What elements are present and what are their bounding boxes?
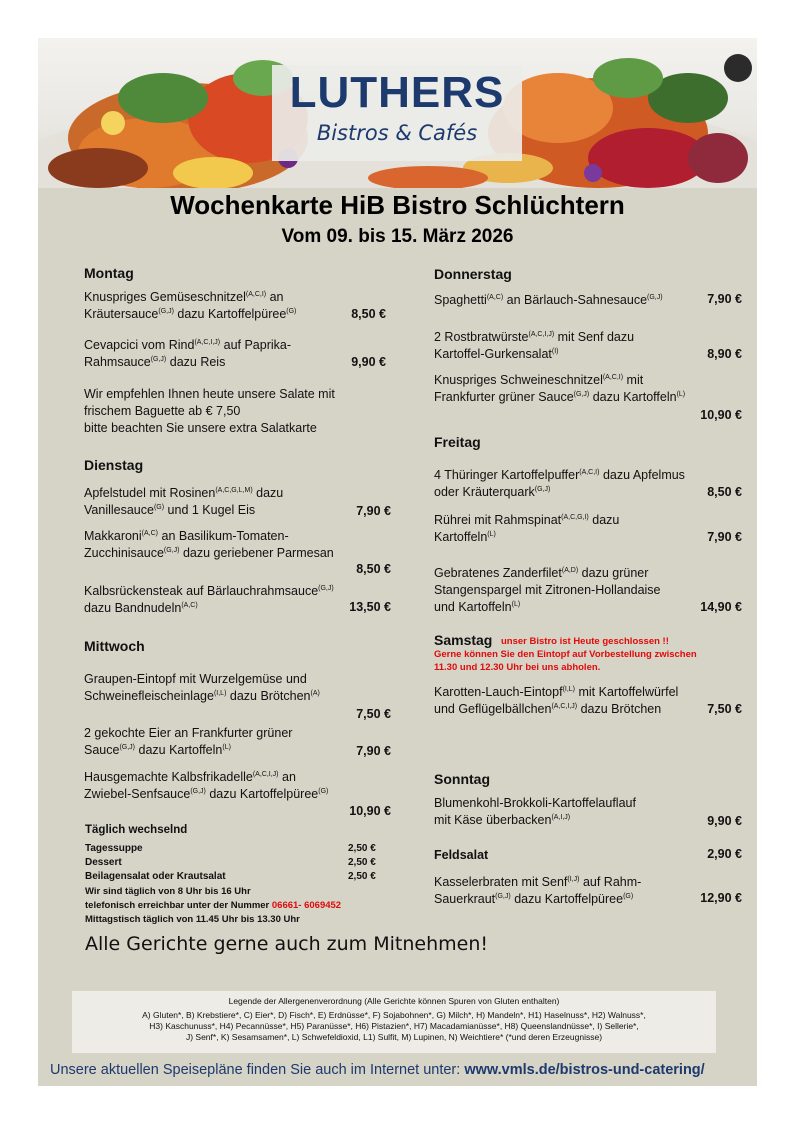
legend-title: Legende der Allergenenverordnung (Alle Gerichte können Spuren von Gluten enthalten): [228, 996, 560, 1006]
footer-text: Unsere aktuellen Speisepläne finden Sie auch im Internet unter:: [50, 1062, 461, 1078]
price: 7,50 €: [356, 707, 391, 721]
lunch-hours: Mittagstisch täglich von 11.45 Uhr bis 13.30 Uhr: [85, 914, 300, 925]
dish-sonntag-2: Feldsalat: [434, 848, 489, 862]
dish-dienstag-1: Apfelstudel mit Rosinen$^{(A,C,G,L,M)}$ dazu Vanillesauce$^{(G)}$ und 1 Kugel Eis: [84, 486, 284, 517]
preorder-notice: Gerne können Sie den Eintopf auf Vorbestellung zwischen: [434, 649, 697, 660]
daily-item-name: Tagessuppe: [85, 843, 143, 854]
date-range: Vom 09. bis 15. März 2026: [281, 226, 514, 247]
dish-freitag-1: 4 Thüringer Kartoffelpuffer$^{(A,C,I)}$ dazu Apfelmus oder Kräuterquark$^{(G,J)}$: [434, 468, 685, 499]
dish-mittwoch-3: Hausgemachte Kalbsfrikadelle$^{(A,C,I,J)}$ an Zwiebel-Senfsauce$^{(G,J)}$ dazu Kartoffelpüree$^{(G)}$: [84, 770, 329, 801]
daily-item-name: Dessert: [85, 857, 122, 868]
takeaway-note: Alle Gerichte gerne auch zum Mitnehmen!: [85, 933, 488, 955]
opening-hours: Wir sind täglich von 8 Uhr bis 16 Uhr: [85, 886, 251, 897]
day-heading-mittwoch: Mittwoch: [84, 638, 145, 654]
dish-samstag-1: Karotten-Lauch-Eintopf$^{(I,L)}$ mit Kartoffelwürfel und Geflügelbällchen$^{(A,C,I,J)}$ dazu Brötchen: [434, 685, 679, 716]
dish-freitag-2: Rührei mit Rahmspinat$^{(A,C,G,I)}$ dazu Kartoffeln$^{(L)}$: [434, 513, 620, 544]
price: 7,90 €: [356, 504, 391, 518]
price: 8,50 €: [707, 485, 742, 499]
price: 8,90 €: [707, 347, 742, 361]
salad-recommendation: Wir empfehlen Ihnen heute unsere Salate mit frischem Baguette ab € 7,50 bitte beachten Sie unsere extra Salatkarte: [84, 387, 335, 435]
dish-mittwoch-2: 2 gekochte Eier an Frankfurter grüner Sauce$^{(G,J)}$ dazu Kartoffeln$^{(L)}$: [84, 726, 293, 757]
dish-montag-1: Knuspriges Gemüseschnitzel$^{(A,C,I)}$ an Kräutersauce$^{(G,J)}$ dazu Kartoffelpüree$^{(G)}$: [84, 290, 297, 321]
closed-notice: unser Bistro ist Heute geschlossen !!: [501, 636, 669, 647]
price: 7,50 €: [707, 702, 742, 716]
day-heading-sonntag: Sonntag: [434, 771, 490, 787]
dish-sonntag-3: Kasselerbraten mit Senf$^{(I,J)}$ auf Rahm- Sauerkraut$^{(G,J)}$ dazu Kartoffelpüree$^{(G)}$: [434, 875, 642, 906]
dish-donnerstag-1: Spaghetti$^{(A,C)}$ an Bärlauch-Sahnesauce$^{(G,J)}$: [434, 293, 663, 307]
price: 14,90 €: [700, 600, 742, 614]
menu-sheet: [38, 38, 757, 1086]
logo-name: LUTHERS: [289, 68, 505, 117]
day-heading-samstag: Samstag: [434, 632, 493, 648]
day-heading-freitag: Freitag: [434, 434, 481, 450]
price: 7,90 €: [707, 292, 742, 306]
dish-dienstag-3: Kalbsrückensteak auf Bärlauchrahmsauce$^{(G,J)}$ dazu Bandnudeln$^{(A,C)}$: [84, 584, 334, 615]
dish-dienstag-2: Makkaroni$^{(A,C)}$ an Basilikum-Tomaten- Zucchinisauce$^{(G,J)}$ dazu geriebener Parmesan: [84, 529, 334, 560]
day-heading-dienstag: Dienstag: [84, 457, 144, 473]
daily-item-price: 2,50 €: [348, 843, 376, 854]
logo-tagline: Bistros & Cafés: [316, 121, 478, 145]
logo: [272, 65, 522, 161]
price: 7,90 €: [707, 530, 742, 544]
dish-montag-2: Cevapcici vom Rind$^{(A,C,I,J)}$ auf Paprika- Rahmsauce$^{(G,J)}$ dazu Reis: [84, 338, 292, 369]
price: 13,50 €: [349, 600, 391, 614]
day-heading-donnerstag: Donnerstag: [434, 266, 512, 282]
page-title: Wochenkarte HiB Bistro Schlüchtern: [170, 190, 625, 220]
footer: [50, 1062, 705, 1078]
daily-heading: Täglich wechselnd: [85, 824, 188, 836]
daily-item-price: 2,50 €: [348, 857, 376, 868]
pickup-notice: 11.30 und 12.30 Uhr bei uns abholen.: [434, 662, 601, 673]
price: 2,90 €: [707, 847, 742, 861]
price: 10,90 €: [700, 408, 742, 422]
legend-line: J) Senf*, K) Sesamsamen*, L) Schwefeldioxid, L1) Sulfit, M) Lupinen, N) Weichtiere* (*und deren Erzeugnisse): [185, 1032, 603, 1042]
footer-link[interactable]: www.vmls.de/bistros-und-catering/: [464, 1062, 705, 1078]
price: 8,50 €: [351, 307, 386, 321]
price: 9,90 €: [351, 355, 386, 369]
price: 9,90 €: [707, 814, 742, 828]
allergen-legend: [72, 991, 716, 1053]
price: 7,90 €: [356, 744, 391, 758]
price: 12,90 €: [700, 891, 742, 905]
phone-number: 06661- 6069452: [271, 900, 342, 911]
legend-line: H3) Kaschunuss*, H4) Pecannüsse*, H5) Paranüsse*, H6) Pistazien*, H7) Macadamianüsse*, H8) Queenslandnüsse*, I) Sellerie*,: [149, 1021, 639, 1031]
price: 8,50 €: [356, 562, 391, 576]
dish-sonntag-1: Blumenkohl-Brokkoli-Kartoffelauflauf mit Käse überbacken$^{(A,I,J)}$: [434, 796, 636, 827]
phone-line: telefonisch erreichbar unter der Nummer 06661- 6069452: [85, 900, 342, 911]
dish-mittwoch-1: Graupen-Eintopf mit Wurzelgemüse und Schweinefleischeinlage$^{(I,L)}$ dazu Brötchen$^{(A)}$: [84, 672, 320, 703]
header-food-image: [38, 38, 757, 188]
price: 10,90 €: [349, 804, 391, 818]
legend-line: A) Gluten*, B) Krebstiere*, C) Eier*, D) Fisch*, E) Erdnüsse*, F) Sojabohnen*, G) Milch*, H) Mandeln*, H1) Haselnuss*, H2) Walnuss*,: [142, 1010, 646, 1020]
dish-donnerstag-3: Knuspriges Schweineschnitzel$^{(A,C,I)}$ mit Frankfurter grüner Sauce$^{(G,J)}$ dazu Kartoffeln$^{(L)}$: [434, 373, 686, 404]
dish-freitag-3: Gebratenes Zanderfilet$^{(A,D)}$ dazu grüner Stangenspargel mit Zitronen-Hollandaise und Kartoffeln$^{(L)}$: [434, 566, 661, 614]
daily-item-name: Beilagensalat oder Krautsalat: [85, 871, 226, 882]
dish-donnerstag-2: 2 Rostbratwürste$^{(A,C,I,J)}$ mit Senf dazu Kartoffel-Gurkensalat$^{(I)}$: [434, 330, 635, 361]
day-heading-montag: Montag: [84, 265, 134, 281]
daily-item-price: 2,50 €: [348, 871, 376, 882]
